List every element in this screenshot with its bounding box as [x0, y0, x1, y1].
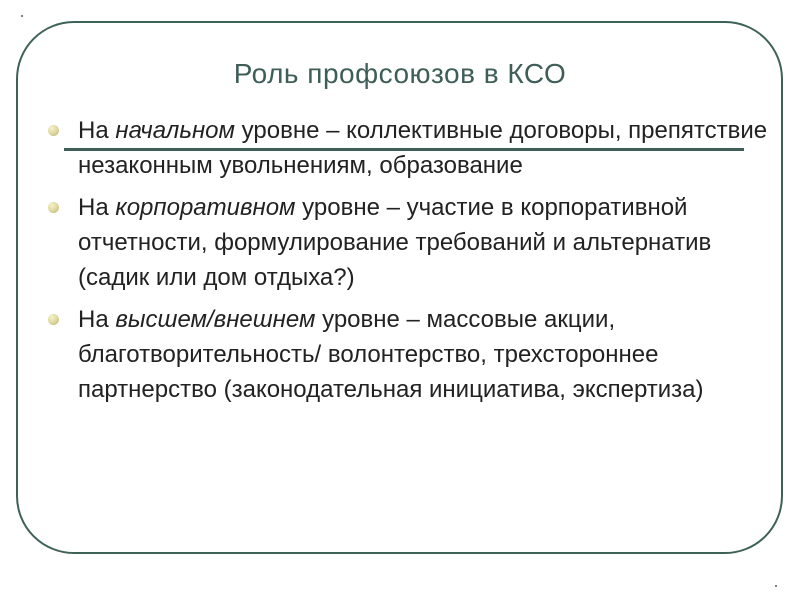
bullet-text: уровне – массовые акции, благотворительность/ волонтерство, трехстороннее партнерство (законодательная инициатива, экспертиза) — [78, 306, 704, 403]
bullet-item-higher-level — [78, 302, 768, 407]
corner-dot-top-left — [21, 15, 23, 17]
bullet-prefix: На — [78, 194, 116, 221]
bullet-item-initial-level — [78, 113, 768, 183]
bullet-emphasis: начальном — [115, 117, 235, 144]
corner-dot-bottom-right — [775, 585, 777, 587]
bullet-item-corporate-level — [78, 190, 768, 295]
bullet-emphasis: высшем/внешнем — [115, 306, 316, 333]
bullet-dot-icon — [48, 202, 59, 213]
bullet-list — [78, 113, 768, 414]
bullet-text: уровне – участие в корпоративной отчетности, формулирование требований и альтернатив (садик или дом отдыха?) — [78, 194, 712, 291]
bullet-text: уровне – коллективные договоры, препятствие незаконным увольнениям, образование — [78, 117, 768, 179]
bullet-dot-icon — [48, 125, 59, 136]
bullet-emphasis: корпоративном — [115, 194, 296, 221]
slide-title: Роль профсоюзов в КСО — [233, 58, 567, 89]
bullet-prefix: На — [78, 306, 116, 333]
bullet-dot-icon — [48, 314, 59, 325]
bullet-prefix: На — [78, 117, 116, 144]
